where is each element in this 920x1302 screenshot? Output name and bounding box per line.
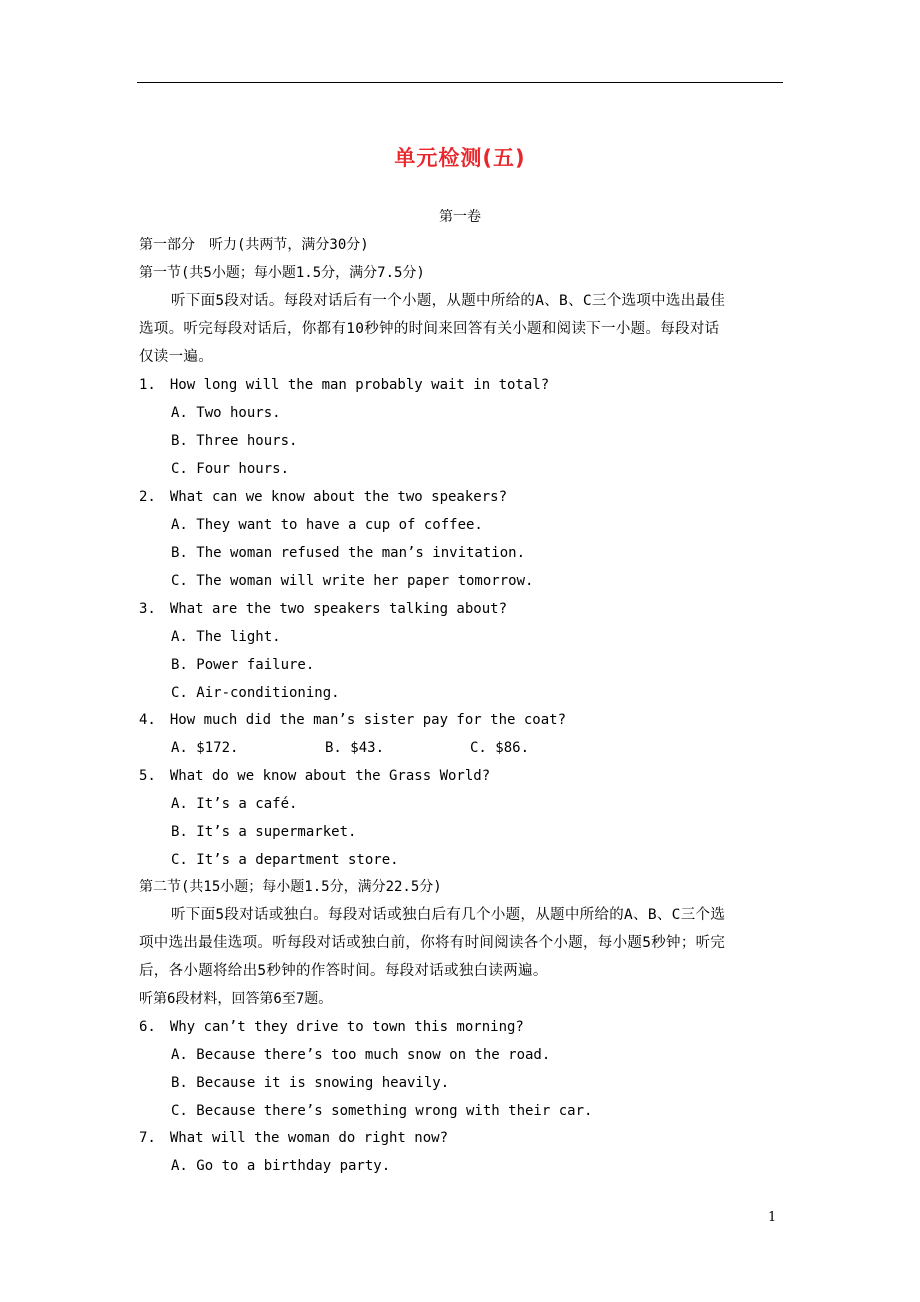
question-2-option-c: C. The woman will write her paper tomorrow. xyxy=(171,573,534,589)
section1-heading: 第一节(共5小题；每小题1.5分，满分7.5分) xyxy=(139,265,425,281)
question-5-option-a: A. It’s a café. xyxy=(171,796,298,812)
section2-instructions-line1: 听下面5段对话或独白。每段对话或独白后有几个小题，从题中所给的A、B、C三个选 xyxy=(171,907,726,923)
question-4-option-a: A. $172. xyxy=(171,740,239,756)
question-6-option-a: A. Because there’s too much snow on the road. xyxy=(171,1047,551,1063)
question-2-option-a: A. They want to have a cup of coffee. xyxy=(171,517,483,533)
question-3-option-b: B. Power failure. xyxy=(171,657,315,673)
question-1: 1. How long will the man probably wait in total? xyxy=(139,377,550,393)
question-4-option-b: B. $43. xyxy=(325,740,385,756)
section2-heading: 第二节(共15小题；每小题1.5分，满分22.5分) xyxy=(139,879,442,895)
volume-heading: 第一卷 xyxy=(439,209,481,225)
part-heading: 第一部分 听力(共两节，满分30分) xyxy=(139,237,369,253)
section1-instructions-line1: 听下面5段对话。每段对话后有一个小题，从题中所给的A、B、C三个选项中选出最佳 xyxy=(171,293,726,309)
page-title: 单元检测(五) xyxy=(394,146,526,170)
question-2: 2. What can we know about the two speakers? xyxy=(139,489,508,505)
question-1-option-c: C. Four hours. xyxy=(171,461,290,477)
page-number: 1 xyxy=(768,1210,777,1225)
question-1-option-a: A. Two hours. xyxy=(171,405,281,421)
section1-instructions-line3: 仅读一遍。 xyxy=(139,349,213,365)
section1-instructions-line2: 选项。听完每段对话后，你都有10秒钟的时间来回答有关小题和阅读下一小题。每段对话 xyxy=(139,321,720,337)
question-3: 3. What are the two speakers talking about? xyxy=(139,601,508,617)
section2-instructions-line2: 项中选出最佳选项。听每段对话或独白前，你将有时间阅读各个小题，每小题5秒钟；听完 xyxy=(139,935,726,951)
question-1-option-b: B. Three hours. xyxy=(171,433,298,449)
question-4: 4. How much did the man’s sister pay for the coat? xyxy=(139,712,567,728)
question-3-option-c: C. Air-conditioning. xyxy=(171,685,340,701)
question-5-option-c: C. It’s a department store. xyxy=(171,852,399,868)
question-2-option-b: B. The woman refused the man’s invitation. xyxy=(171,545,526,561)
question-7: 7. What will the woman do right now? xyxy=(139,1130,449,1146)
question-5: 5. What do we know about the Grass World? xyxy=(139,768,491,784)
question-7-option-a: A. Go to a birthday party. xyxy=(171,1158,391,1174)
header-rule xyxy=(137,82,783,83)
section2-instructions-line3: 后，各小题将给出5秒钟的作答时间。每段对话或独白读两遍。 xyxy=(139,963,548,979)
question-5-option-b: B. It’s a supermarket. xyxy=(171,824,357,840)
question-6: 6. Why can’t they drive to town this morning? xyxy=(139,1019,524,1035)
question-4-option-c: C. $86. xyxy=(470,740,530,756)
question-3-option-a: A. The light. xyxy=(171,629,281,645)
question-6-option-b: B. Because it is snowing heavily. xyxy=(171,1075,450,1091)
question-6-option-c: C. Because there’s something wrong with their car. xyxy=(171,1103,593,1119)
material-6-heading: 听第6段材料，回答第6至7题。 xyxy=(139,991,333,1007)
